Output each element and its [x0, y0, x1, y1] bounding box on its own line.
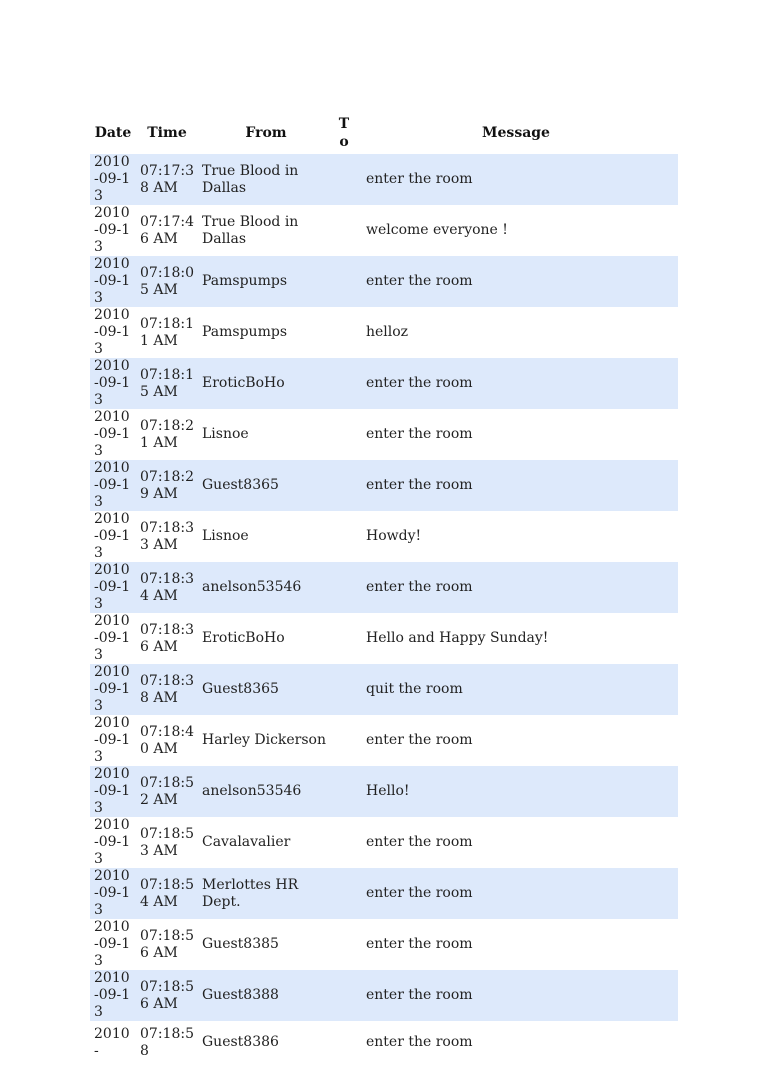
header-time: Time [147, 125, 187, 141]
cell-time: 07:18:40 AM [140, 723, 194, 757]
cell-time: 07:18:33 AM [140, 519, 194, 553]
cell-from: Guest8365 [198, 664, 334, 715]
table-row [90, 205, 678, 256]
cell-to [334, 511, 354, 562]
cell-date: 2010-09-13 [90, 154, 136, 205]
cell-to [334, 817, 354, 868]
cell-from: Pamspumps [202, 324, 287, 340]
cell-to [334, 970, 354, 1021]
cell-time: 07:17:46 AM [140, 213, 194, 247]
cell-date: 2010-09-13 [94, 409, 131, 459]
cell-from: Guest8388 [198, 970, 334, 1021]
cell-from: True Blood in Dallas [198, 154, 334, 205]
table-row [90, 919, 678, 970]
table-row [90, 256, 678, 307]
cell-date: 2010-09-13 [94, 613, 131, 663]
cell-message: quit the room [354, 664, 678, 715]
table-row [90, 511, 678, 562]
table-row [90, 460, 678, 511]
cell-message: enter the room [366, 834, 473, 850]
cell-to [334, 715, 354, 766]
cell-to [334, 1021, 354, 1065]
cell-from: Guest8365 [198, 460, 334, 511]
table-body [90, 154, 678, 1065]
table-header-row [90, 112, 678, 154]
cell-date: 2010-09-13 [90, 460, 136, 511]
cell-message: helloz [366, 324, 409, 340]
cell-time: 07:18:54 AM [136, 868, 198, 919]
cell-time: 07:18:34 AM [136, 562, 198, 613]
cell-time: 07:18:11 AM [140, 315, 194, 349]
cell-to [334, 307, 354, 358]
cell-to [334, 409, 354, 460]
cell-time: 07:18:05 AM [136, 256, 198, 307]
table-row [90, 307, 678, 358]
cell-from: Merlottes HR Dept. [198, 868, 334, 919]
cell-from: anelson53546 [198, 562, 334, 613]
cell-time: 07:18:53 AM [140, 825, 194, 859]
table-row [90, 970, 678, 1021]
cell-to [334, 664, 354, 715]
cell-from: Lisnoe [202, 426, 249, 442]
cell-to [334, 358, 354, 409]
cell-from: Lisnoe [202, 528, 249, 544]
cell-date: 2010-09-13 [94, 919, 131, 969]
cell-date: 2010-09-13 [94, 511, 131, 561]
cell-message: enter the room [354, 358, 678, 409]
table-row [90, 766, 678, 817]
cell-date: 2010-09-13 [90, 256, 136, 307]
cell-to [334, 256, 354, 307]
cell-message: Hello and Happy Sunday! [366, 630, 549, 646]
cell-message: enter the room [354, 154, 678, 205]
table-row [90, 154, 678, 205]
table-row [90, 817, 678, 868]
cell-message: enter the room [366, 1034, 473, 1051]
cell-to [334, 205, 354, 256]
cell-to [334, 154, 354, 205]
cell-date: 2010-09-13 [94, 817, 131, 867]
cell-from: Harley Dickerson [202, 732, 327, 748]
cell-to [334, 613, 354, 664]
cell-time: 07:18:15 AM [136, 358, 198, 409]
table-row [90, 664, 678, 715]
cell-date: 2010-09-13 [90, 562, 136, 613]
cell-message: enter the room [366, 936, 473, 952]
cell-from: Guest8386 [202, 1034, 279, 1051]
cell-date: 2010-09-13 [94, 307, 131, 357]
chat-log-table [90, 112, 678, 1065]
cell-time: 07:18:52 AM [136, 766, 198, 817]
cell-time: 07:18:38 AM [136, 664, 198, 715]
cell-message: enter the room [366, 426, 473, 442]
cell-to [334, 460, 354, 511]
cell-date: 2010-09-13 [90, 766, 136, 817]
cell-to [334, 919, 354, 970]
table-row [90, 562, 678, 613]
cell-to [334, 868, 354, 919]
table-row [90, 868, 678, 919]
table-row [90, 715, 678, 766]
cell-to [334, 562, 354, 613]
header-from: From [245, 125, 287, 141]
cell-from: Guest8385 [202, 936, 279, 952]
cell-time: 07:18:29 AM [136, 460, 198, 511]
cell-from: Cavalavalier [202, 834, 291, 850]
table-row [90, 1021, 678, 1065]
cell-from: anelson53546 [198, 766, 334, 817]
cell-message: Hello! [354, 766, 678, 817]
cell-to [334, 766, 354, 817]
cell-from: EroticBoHo [198, 358, 334, 409]
cell-time: 07:18:56 AM [136, 970, 198, 1021]
cell-date: 2010-09-13 [94, 715, 131, 765]
table-row [90, 358, 678, 409]
cell-time: 07:18:36 AM [140, 621, 194, 655]
cell-message: enter the room [354, 256, 678, 307]
cell-message: enter the room [354, 970, 678, 1021]
header-message: Message [482, 125, 550, 141]
cell-time: 07:17:38 AM [136, 154, 198, 205]
cell-from: Pamspumps [198, 256, 334, 307]
cell-message: enter the room [366, 732, 473, 748]
cell-message: enter the room [354, 562, 678, 613]
cell-from: EroticBoHo [202, 630, 285, 646]
cell-date: 2010-09-13 [90, 358, 136, 409]
header-date: Date [94, 125, 132, 141]
cell-message: Howdy! [366, 528, 422, 544]
cell-message: enter the room [354, 868, 678, 919]
cell-date: 2010-09-13 [94, 205, 131, 255]
cell-from: True Blood in Dallas [202, 213, 299, 247]
cell-message: enter the room [354, 460, 678, 511]
table-row [90, 613, 678, 664]
cell-time: 07:18:56 AM [140, 927, 194, 961]
cell-date: 2010-09-13 [90, 868, 136, 919]
cell-date: 2010- [94, 1025, 130, 1059]
cell-date: 2010-09-13 [90, 970, 136, 1021]
header-to: To [338, 116, 350, 150]
table-row [90, 409, 678, 460]
cell-time: 07:18:21 AM [140, 417, 194, 451]
cell-time: 07:18:58 [140, 1025, 194, 1059]
cell-date: 2010-09-13 [90, 664, 136, 715]
cell-message: welcome everyone ! [366, 222, 508, 238]
